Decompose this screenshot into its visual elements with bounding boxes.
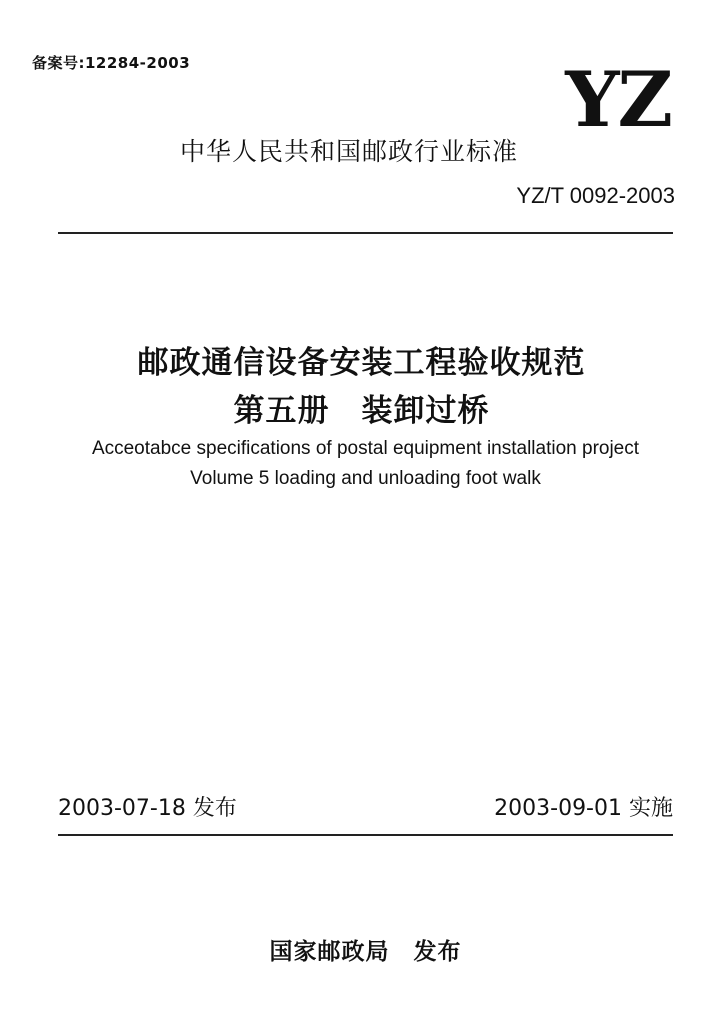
record-number: 备案号:12284-2003 (32, 54, 191, 72)
footer-divider (58, 834, 673, 836)
document-title-en: Acceotabce specifications of postal equipment installation project (91, 438, 640, 459)
document-title-cn: 邮政通信设备安装工程验收规范 (137, 345, 586, 381)
document-subtitle-en: Volume 5 loading and unloading foot walk (190, 468, 541, 489)
issuing-body-title: 中华人民共和国邮政行业标准 (180, 137, 519, 166)
document-subtitle-cn: 第五册 装卸过桥 (233, 393, 490, 429)
header-divider (58, 232, 673, 234)
publisher: 国家邮政局 发布 (269, 939, 462, 965)
implementation-date: 2003-09-01 实施 (494, 796, 673, 821)
yz-logo: YZ (565, 55, 671, 144)
standard-code: YZ/T 0092-2003 (516, 183, 675, 208)
issue-date: 2003-07-18 发布 (58, 796, 237, 821)
